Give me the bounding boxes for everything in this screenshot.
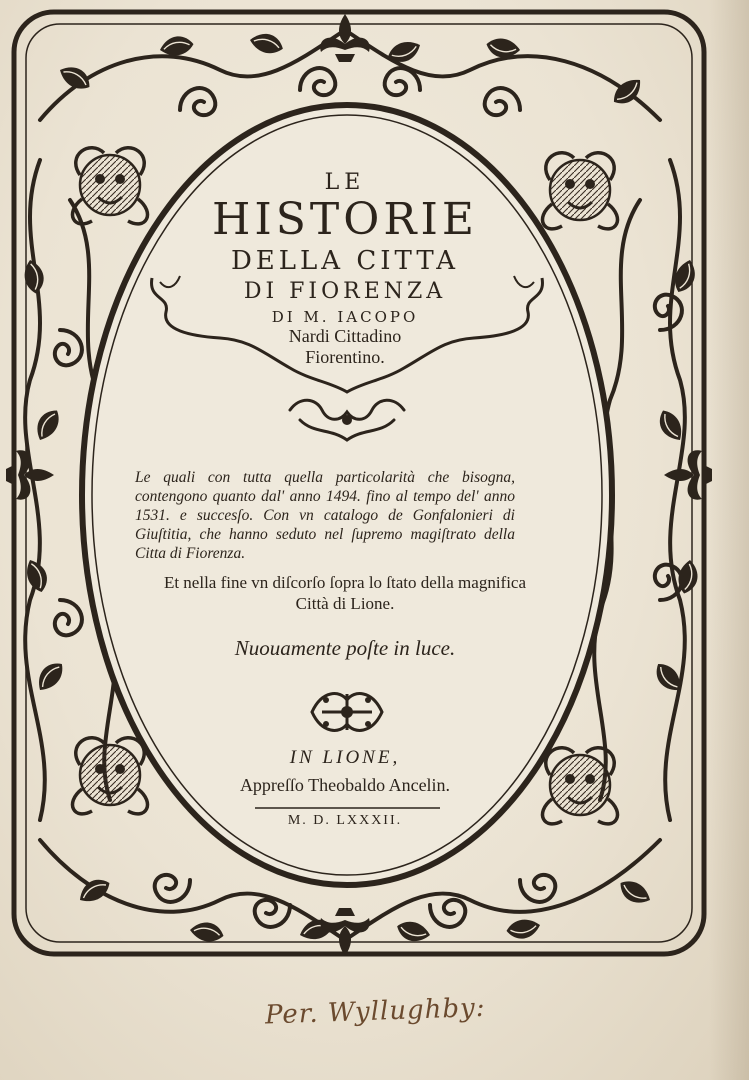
title-le: LE bbox=[324, 170, 366, 195]
author-line-2: Nardi Cittadino bbox=[288, 326, 402, 346]
imprint-printer: Appreſſo Theobaldo Ancelin. bbox=[239, 775, 451, 795]
author-line-1: DI M. IACOPO bbox=[271, 308, 419, 326]
new-edition-line: Nuouamente poſte in luce. bbox=[234, 636, 456, 660]
author-line-3: Fiorentino. bbox=[305, 347, 385, 367]
description-text: Le quali con tutta quella particolarità che bisogna, contengono quanto dal' anno 1494. fino al tempo del' anno 1531. e succesſo. Con vn catalogo de Gonfalonieri di Giuſtitia, che hanno seduto nel ſupremo magiſtrato della Citta di Fiorenza. bbox=[135, 469, 515, 562]
title-historie: HISTORIE bbox=[212, 194, 478, 245]
owner-signature: Per. Wyllughby: bbox=[264, 992, 486, 1031]
imprint-place: IN LIONE, bbox=[289, 747, 401, 768]
imprint-year: M. D. LXXXII. bbox=[287, 813, 403, 828]
title-di-fiorenza: DI FIORENZA bbox=[243, 279, 447, 304]
title-della-citta: DELLA CITTA bbox=[230, 246, 460, 276]
supplement-text: Et nella fine vn diſcorſo ſopra lo ſtato della magnifica Città di Lione. bbox=[163, 573, 527, 613]
